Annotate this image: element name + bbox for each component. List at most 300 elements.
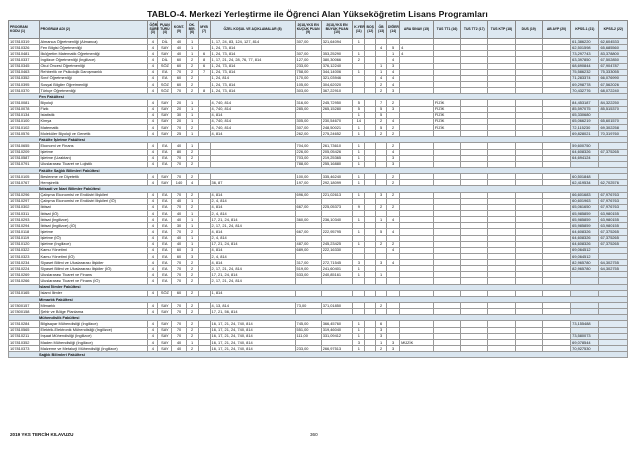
table-cell: 305,00 <box>295 118 321 124</box>
table-cell: 60 <box>172 290 186 296</box>
column-header: K.YER (11) <box>353 21 365 39</box>
table-cell: 4 <box>148 81 158 87</box>
table-cell: 107810293 <box>9 217 40 223</box>
table-cell: 205,05426 <box>321 149 353 155</box>
table-cell: 75,333055 <box>599 69 628 75</box>
table-cell: 285,00 <box>295 106 321 112</box>
table-cell: 69,064512 <box>571 253 599 259</box>
table-cell: 69,078544 <box>571 339 599 345</box>
table-cell: 20 <box>172 100 186 106</box>
table-cell: İslami İlimler <box>39 290 148 296</box>
table-cell: 68,072240 <box>599 88 628 94</box>
table-cell: 67,375265 <box>599 149 628 155</box>
table-cell: Sosyal Bilgiler Öğretmenliği <box>39 81 148 87</box>
table-cell: 703,00 <box>295 155 321 161</box>
table-cell: 4 <box>400 45 434 51</box>
table-cell: 316,00 <box>295 100 321 106</box>
table-cell: 107810269 <box>9 272 40 278</box>
table-cell: 4 <box>148 303 158 309</box>
table-cell: 63,397850 <box>571 57 599 63</box>
table-cell: 233,00 <box>295 63 321 69</box>
table-cell: 331,09412 <box>321 333 353 339</box>
table-cell: 3 <box>353 260 365 266</box>
table-cell: 4 <box>148 327 158 333</box>
table-cell: 696,00 <box>295 192 321 198</box>
table-cell: 1 <box>186 235 198 241</box>
table-cell: 1, 24, 73, 814 <box>210 88 295 94</box>
table-cell: 2 <box>387 192 400 198</box>
table-cell: 70,319760 <box>599 131 628 137</box>
table-cell: DİL <box>158 39 172 45</box>
table-cell: SAY <box>158 100 172 106</box>
table-cell: 100,00 <box>295 174 321 180</box>
table-cell: Kamu Yönetimi (İÖ) <box>39 253 148 259</box>
table-cell: 107810352 <box>9 75 40 81</box>
table-cell: 8 <box>198 88 210 94</box>
table-cell: 105,00 <box>295 81 321 87</box>
table-cell: 1 <box>353 266 365 272</box>
table-cell: 70 <box>172 69 186 75</box>
table-cell: 4 <box>148 100 158 106</box>
table-cell: 240,85161 <box>321 272 353 278</box>
table-cell: MÜZİK <box>400 339 434 345</box>
table-cell: 3 <box>186 253 198 259</box>
table-cell: 2 <box>387 143 400 149</box>
table-cell: 4 <box>387 57 400 63</box>
table-cell: 107810297 <box>9 198 40 204</box>
table-cell: Moleküler Biyoloji ve Genetik <box>39 131 148 137</box>
table-cell: 1 <box>353 272 365 278</box>
table-cell: 1, 24, 73, 814 <box>210 69 295 75</box>
table-cell: 62,419534 <box>571 180 599 186</box>
table-cell: Şehir ve Bölge Planlama <box>39 309 148 315</box>
table-cell: 2 <box>186 155 198 161</box>
table-cell: 4 <box>148 266 158 272</box>
table-cell: 3 <box>387 63 400 69</box>
table-cell: 107810134 <box>9 112 40 118</box>
table-cell: 4 <box>387 118 400 124</box>
table-cell: 75,586232 <box>571 69 599 75</box>
table-cell: 170,00 <box>295 75 321 81</box>
table-cell: 65,601570 <box>599 118 628 124</box>
table-cell: 2 <box>186 333 198 339</box>
table-cell: 70 <box>172 260 186 266</box>
table-cell: 366,45760 <box>321 321 353 327</box>
column-header: KONT. (5) <box>172 21 186 39</box>
table-cell: 307,00 <box>295 39 321 45</box>
table-cell: 1 <box>353 192 365 198</box>
table-cell: 788,00 <box>295 161 321 167</box>
table-cell: 261,73610 <box>321 143 353 149</box>
table-cell: FİZİK <box>433 100 460 106</box>
table-cell: 245,72950 <box>321 100 353 106</box>
table-cell: 1 <box>353 229 365 235</box>
table-cell: Okul Öncesi Öğretmenliği <box>39 63 148 69</box>
table-cell: Kamu Yönetimi <box>39 247 148 253</box>
table-cell: 16, 17, 21, 24, 740, 814 <box>210 333 295 339</box>
table-cell: 8 <box>198 57 210 63</box>
table-cell: 40 <box>172 339 186 345</box>
table-cell: EA <box>158 266 172 272</box>
table-cell: 4 <box>148 247 158 253</box>
table-cell: 3 <box>376 260 387 266</box>
table-cell: İnşaat Mühendisliği (İngilizce) <box>39 333 148 339</box>
table-cell: 4, 740, 814 <box>210 106 295 112</box>
table-cell: 1 <box>186 217 198 223</box>
table-cell: 4 <box>387 247 400 253</box>
table-cell: 65,061650 <box>571 204 599 210</box>
table-cell: 225,05373 <box>321 204 353 210</box>
header-row <box>9 21 628 39</box>
table-cell: FİZİK <box>433 118 460 124</box>
table-cell: 107810395 <box>9 81 40 87</box>
table-cell: 4 <box>148 223 158 229</box>
table-cell: 1 <box>353 131 365 137</box>
table-cell: 3 <box>387 88 400 94</box>
table-cell: 4 <box>148 63 158 69</box>
table-cell: 9 <box>353 204 365 210</box>
table-cell: 65,985859 <box>571 217 599 223</box>
table-cell: 107810266 <box>9 278 40 284</box>
table-cell: 3 <box>387 106 400 112</box>
table-cell: EA <box>158 69 172 75</box>
table-cell: 4, 814 <box>210 229 295 235</box>
table-cell: 2 <box>186 303 198 309</box>
table-cell: 71,283374 <box>571 75 599 81</box>
table-cell: 1 <box>376 339 387 345</box>
table-cell: Maden Mühendisliği (İngilizce) <box>39 339 148 345</box>
table-cell: 1, 24, 73, 814 <box>210 63 295 69</box>
table-cell: 30 <box>172 112 186 118</box>
table-cell: 1 <box>186 51 198 57</box>
table-cell: 3 <box>387 155 400 161</box>
table-cell: 107810224 <box>9 266 40 272</box>
table-cell: 16, 17, 21, 24, 740, 814 <box>210 339 295 345</box>
table-cell: 107810165 <box>9 290 40 296</box>
table-cell: 40 <box>172 346 186 352</box>
table-cell: 107810119 <box>9 235 40 241</box>
table-cell: 4 <box>148 235 158 241</box>
table-cell: 292,18099 <box>321 180 353 186</box>
table-cell: 4 <box>148 272 158 278</box>
table-cell: 64,608326 <box>571 149 599 155</box>
table-cell: 3 <box>186 247 198 253</box>
table-cell: 72,115230 <box>571 124 599 130</box>
table-cell: Siyaset Bilimi ve Uluslararası İlişkiler (İÖ) <box>39 266 148 272</box>
table-cell: 7 <box>198 69 210 75</box>
table-cell: 1, 24, 814 <box>210 75 295 81</box>
table-cell: 67,904787 <box>599 63 628 69</box>
table-cell: Almanca Öğretmenliği (Almanca) <box>39 39 148 45</box>
table-cell: 60 <box>172 63 186 69</box>
table-cell: 233,00 <box>295 346 321 352</box>
column-header: MYB (7) <box>198 21 210 39</box>
table-cell: 2 <box>387 241 400 247</box>
table-cell: İşletme (İngilizce) <box>39 241 148 247</box>
table-cell: 107800158 <box>9 309 40 315</box>
table-cell: 2 <box>186 278 198 284</box>
column-header: PROGRAM ADI (2) <box>39 21 148 39</box>
table-cell: Sınıf Öğretmenliği <box>39 75 148 81</box>
table-cell: FİZİK <box>433 106 460 112</box>
table-cell: Hemşirelik <box>39 180 148 186</box>
table-cell: 40 <box>172 241 186 247</box>
table-cell: 4, 814 <box>210 204 295 210</box>
table-cell: 4 <box>148 124 158 130</box>
table-cell: 2 <box>376 81 387 87</box>
table-cell: Elektrik-Elektronik Mühendisliği (İngilizce) <box>39 327 148 333</box>
table-cell: 4 <box>148 149 158 155</box>
table-cell: 67,976763 <box>599 192 628 198</box>
table-cell: 2 <box>186 124 198 130</box>
faculty-heading: Sağlık Bilimleri Fakültesi <box>9 352 628 358</box>
table-cell: 5 <box>353 100 365 106</box>
table-cell: 4, 740, 814 <box>210 118 295 124</box>
table-cell: 66,601683 <box>571 192 599 198</box>
table-cell: 67,562026 <box>599 81 628 87</box>
table-cell: 2 <box>186 260 198 266</box>
column-header: ÖB (13) <box>376 21 387 39</box>
table-cell: 107810326 <box>9 45 40 51</box>
table-cell: Biyoloji <box>39 100 148 106</box>
table-cell: Bilgisayar Mühendisliği (İngilizce) <box>39 321 148 327</box>
table-cell: 1 <box>376 217 387 223</box>
table-cell: Uluslararası Ticaret ve Finans <box>39 272 148 278</box>
table-cell: 107810576 <box>9 131 40 137</box>
table-cell: 64,302755 <box>599 266 628 272</box>
table-cell: 4 <box>148 198 158 204</box>
table-cell: 4 <box>148 260 158 266</box>
table-cell: 67,976763 <box>599 198 628 204</box>
table-cell: 85,515370 <box>599 106 628 112</box>
section-row <box>9 352 628 358</box>
faculty-heading: Mühendislik Fakültesi <box>9 315 628 321</box>
table-cell: 1 <box>353 327 365 333</box>
table-cell: SÖZ <box>158 290 172 296</box>
programs-table <box>8 20 628 358</box>
table-cell: 4 <box>148 278 158 284</box>
table-cell: 80 <box>172 149 186 155</box>
table-cell: 2 <box>387 174 400 180</box>
column-header: AB AYP (20) <box>542 21 570 39</box>
table-cell: 4 <box>376 75 387 81</box>
table-cell: 70 <box>172 192 186 198</box>
table-cell: 7 <box>376 100 387 106</box>
table-cell: Uluslararası Ticaret ve Finans (İÖ) <box>39 278 148 284</box>
column-header: KPSS-2 (22) <box>599 21 628 39</box>
table-cell: 1 <box>353 333 365 339</box>
table-cell: 245,23425 <box>321 241 353 247</box>
table-cell: 1 <box>186 39 198 45</box>
table-cell: 73,00 <box>295 303 321 309</box>
table-cell: 83,378800 <box>599 51 628 57</box>
table-cell: 1, 17, 21, 24, 28, 76, 77, 814 <box>210 57 295 63</box>
table-cell: EA <box>158 192 172 198</box>
table-cell: SÖZ <box>158 63 172 69</box>
table-cell: Uluslararası Ticaret ve Lojistik <box>39 161 148 167</box>
table-cell: 60 <box>172 253 186 259</box>
table-cell: 107810211 <box>9 333 40 339</box>
table-cell: 16, 17, 21, 24, 740, 814 <box>210 327 295 333</box>
table-cell: 4, 814 <box>210 192 295 198</box>
table-cell: 4 <box>148 106 158 112</box>
table-cell: 1 <box>186 131 198 137</box>
table-cell: Mimarlık <box>39 303 148 309</box>
table-cell: 2 <box>186 88 198 94</box>
table-cell: Siyaset Bilimi ve Uluslararası İlişkiler <box>39 260 148 266</box>
table-cell: 219,25365 <box>321 155 353 161</box>
table-cell: Türkçe Öğretmenliği <box>39 88 148 94</box>
table-cell: 533,00 <box>295 272 321 278</box>
table-cell: Ekonomi ve Finans <box>39 143 148 149</box>
table-cell: 4, 814 <box>210 131 295 137</box>
table-cell: 107810370 <box>9 88 40 94</box>
table-cell: 17, 21, 24, 814 <box>210 241 295 247</box>
table-cell: EA <box>158 198 172 204</box>
table-cell: 61,386220 <box>571 39 599 45</box>
table-cell: 2 <box>376 131 387 137</box>
column-header: BOŞ (12) <box>365 21 376 39</box>
table-cell: 353,25290 <box>321 51 353 57</box>
table-cell: 1 <box>353 346 365 352</box>
column-header: ÖZEL KOŞUL VE AÇIKLAMALAR (8) <box>210 21 295 39</box>
table-cell: 1 <box>353 124 365 130</box>
table-cell: 40 <box>172 51 186 57</box>
table-cell: SAY <box>158 51 172 57</box>
table-cell: EA <box>158 204 172 210</box>
table-cell: 107810302 <box>9 204 40 210</box>
table-cell: 2, 17, 21, 24, 814 <box>210 278 295 284</box>
table-cell: 65,685560 <box>599 45 628 51</box>
table-cell: 107810322 <box>9 247 40 253</box>
table-cell: EA <box>158 143 172 149</box>
table-cell: 67,375265 <box>599 241 628 247</box>
table-cell: 317,00 <box>295 260 321 266</box>
table-cell: 1 <box>186 100 198 106</box>
column-header: TUS TT2 (17) <box>461 21 488 39</box>
table-cell: 4 <box>148 290 158 296</box>
table-cell: 2 <box>353 57 365 63</box>
table-cell: 40 <box>172 217 186 223</box>
table-cell: 241,60401 <box>321 266 353 272</box>
table-cell: 2 <box>186 266 198 272</box>
table-cell: 4, 13, 814 <box>210 303 295 309</box>
table-cell: 221,02613 <box>321 192 353 198</box>
column-header: 2018-YKS EN KÜÇÜK PUAN (9) <box>295 21 321 39</box>
table-cell: 4 <box>148 321 158 327</box>
table-cell: 1 <box>353 51 365 57</box>
table-cell: 25 <box>172 131 186 137</box>
table-cell: 4 <box>148 204 158 210</box>
table-cell: 5 <box>387 45 400 51</box>
table-cell: EA <box>158 278 172 284</box>
table-cell: 266,97513 <box>321 346 353 352</box>
table-cell: 487,00 <box>295 241 321 247</box>
column-header: ÖĞR. SÜRE (3) <box>148 21 158 39</box>
table-cell: 4, 814 <box>210 260 295 266</box>
column-header: TUS KTP (18) <box>488 21 515 39</box>
table-cell: 4 <box>148 112 158 118</box>
table-cell: 65,330680 <box>571 112 599 118</box>
table-cell: 1 <box>353 180 365 186</box>
table-cell: 3 <box>387 339 400 345</box>
table-cell: 1, 17, 24, 83, 124, 127, 814 <box>210 39 295 45</box>
table-cell: 73,155488 <box>571 321 599 327</box>
table-cell: EA <box>158 75 172 81</box>
table-cell: SAY <box>158 339 172 345</box>
table-cell: 64,608326 <box>571 241 599 247</box>
table-cell: 60 <box>172 57 186 63</box>
table-cell: 64,608326 <box>571 229 599 235</box>
table-cell: 4 <box>148 174 158 180</box>
table-cell: 107810345 <box>9 63 40 69</box>
table-cell: 63,980155 <box>599 210 628 216</box>
table-cell: 4 <box>387 149 400 155</box>
table-cell: 36, 87 <box>210 180 295 186</box>
table-cell: 1 <box>376 69 387 75</box>
table-cell: 16, 17, 21, 24, 740, 814 <box>210 346 295 352</box>
table-cell: 4 <box>148 253 158 259</box>
table-cell: 758,00 <box>295 69 321 75</box>
table-cell: 704,00 <box>295 143 321 149</box>
table-cell: 107810481 <box>9 51 40 57</box>
table-cell: 2 <box>186 309 198 315</box>
table-cell: 107810319 <box>9 39 40 45</box>
table-cell: 4, 740, 814 <box>210 100 295 106</box>
table-cell: 1 <box>376 272 387 278</box>
table-cell: 4 <box>148 143 158 149</box>
table-cell: Fizik <box>39 106 148 112</box>
table-cell: EA <box>158 229 172 235</box>
table-cell: DİL <box>158 57 172 63</box>
table-cell: 380,30066 <box>321 57 353 63</box>
table-cell: 6 <box>198 63 210 69</box>
table-cell: 2 <box>387 124 400 130</box>
table-cell: SAY <box>158 346 172 352</box>
table-cell: 62,604533 <box>599 39 628 45</box>
table-cell: EA <box>158 223 172 229</box>
table-cell: 4 <box>148 57 158 63</box>
table-cell: İktisat (İngilizce) <box>39 217 148 223</box>
table-cell: EA <box>158 272 172 278</box>
table-cell: 67,976763 <box>599 204 628 210</box>
table-cell: Çalışma Ekonomisi ve Endüstri İlişkileri (İÖ) <box>39 198 148 204</box>
table-cell: 307,00 <box>295 124 321 130</box>
table-cell: 127,00 <box>295 57 321 63</box>
table-cell: 2, 17, 21, 24, 814 <box>210 223 295 229</box>
table-cell: 107810587 <box>9 155 40 161</box>
table-cell: 30 <box>172 223 186 229</box>
table-cell: 111,00 <box>295 333 321 339</box>
table-cell: SAY <box>158 124 172 130</box>
table-cell: FİZİK <box>433 112 460 118</box>
table-cell: 65,985859 <box>571 210 599 216</box>
table-cell: 360,00 <box>295 217 321 223</box>
table-cell: 17, 21, 24, 814 <box>210 217 295 223</box>
table-cell: 1 <box>186 241 198 247</box>
table-cell: 67,375265 <box>599 229 628 235</box>
table-cell: 107810120 <box>9 241 40 247</box>
table-cell: 107810294 <box>9 223 40 229</box>
table-cell: 1 <box>353 143 365 149</box>
table-cell: 304,62020 <box>321 81 353 87</box>
table-cell: 4 <box>148 88 158 94</box>
table-cell: 20 <box>172 118 186 124</box>
table-cell: 16, 17, 21, 24, 740, 814 <box>210 321 295 327</box>
table-cell: 321,64094 <box>321 39 353 45</box>
table-cell: 40 <box>172 45 186 51</box>
table-cell: 2 <box>186 290 198 296</box>
